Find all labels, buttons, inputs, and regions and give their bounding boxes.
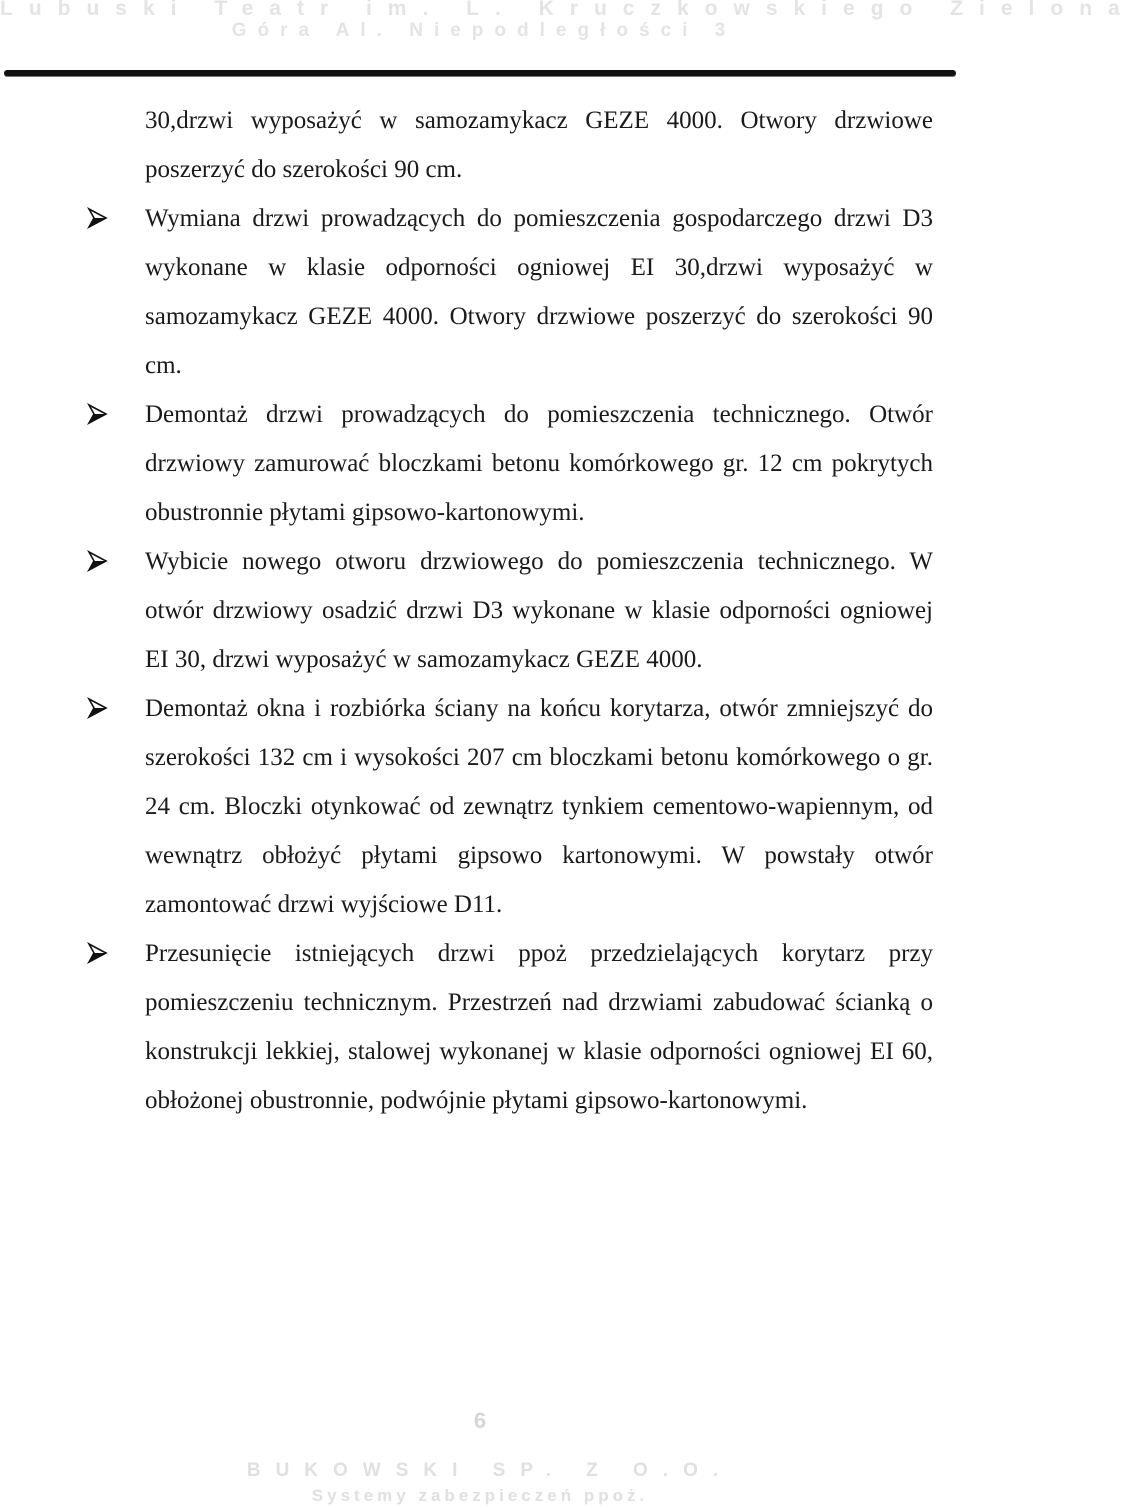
paragraph (145, 96, 933, 194)
bullet-item (145, 194, 933, 390)
header-divider (4, 70, 956, 76)
arrowhead-bullet-icon (87, 537, 109, 586)
arrowhead-bullet-icon (87, 194, 109, 243)
bullet-item-text: Wymiana drzwi prowadzących do pomieszczenia gospodarczego drzwi D3 wykonane w klasie odporności ogniowej EI 30,drzwi wyposażyć w samozamykacz GEZE 4000. Otwory drzwiowe poszerzyć do szerokości 90 cm. (145, 205, 933, 379)
footer-company: BUKOWSKI SP. Z O.O. (246, 1460, 734, 1481)
bullet-item-text: Wybicie nowego otworu drzwiowego do pomieszczenia technicznego. W otwór drzwiowy osadzić drzwi D3 wykonane w klasie odporności ogniowej EI 30, drzwi wyposażyć w samozamykacz GEZE 4000. (145, 548, 933, 673)
bullet-item-text: Demontaż okna i rozbiórka ściany na końcu korytarza, otwór zmniejszyć do szerokości 132 cm i wysokości 207 cm bloczkami betonu komórkowego o gr. 24 cm. Bloczki otynkować od zewnątrz tynkiem cementowo-wapiennym, od wewnątrz obłożyć płytami gipsowo kartonowymi. W powstały otwór zamontować drzwi wyjściowe D11. (145, 695, 933, 918)
bullet-item (145, 684, 933, 929)
page-header (0, 0, 1136, 64)
bullet-item-text: Przesunięcie istniejących drzwi ppoż przedzielających korytarz przy pomieszczeniu technicznym. Przestrzeń nad drzwiami zabudować ścianką o konstrukcji lekkiej, stalowej wykonanej w klasie odporności ogniowej EI 60, obłożonej obustronnie, podwójnie płytami gipsowo-kartonowymi. (145, 940, 933, 1114)
arrowhead-bullet-icon (87, 390, 109, 439)
footer-tagline: Systemy zabezpieczeń ppoż. (311, 1486, 649, 1505)
bullet-item-text: Demontaż drzwi prowadzących do pomieszczenia technicznego. Otwór drzwiowy zamurować bloczkami betonu komórkowego gr. 12 cm pokrytych obustronnie płytami gipsowo-kartonowymi. (145, 401, 933, 526)
bullet-item (145, 537, 933, 684)
document-body (0, 96, 960, 1125)
page-footer (0, 1458, 960, 1508)
bullet-item (145, 390, 933, 537)
arrowhead-bullet-icon (87, 929, 109, 978)
bullet-item (145, 929, 933, 1125)
arrowhead-bullet-icon (87, 684, 109, 733)
header-title-line-2: Góra Al. Niepodległości 3 (231, 20, 737, 41)
paragraph-text: 30,drzwi wyposażyć w samozamykacz GEZE 4000. Otwory drzwiowe poszerzyć do szerokości 90 cm. (145, 107, 933, 183)
header-title-line-1: Lubuski Teatr im. L. Kruczkowskiego Zielona (0, 0, 1136, 20)
page-number: 6 (473, 1408, 487, 1433)
